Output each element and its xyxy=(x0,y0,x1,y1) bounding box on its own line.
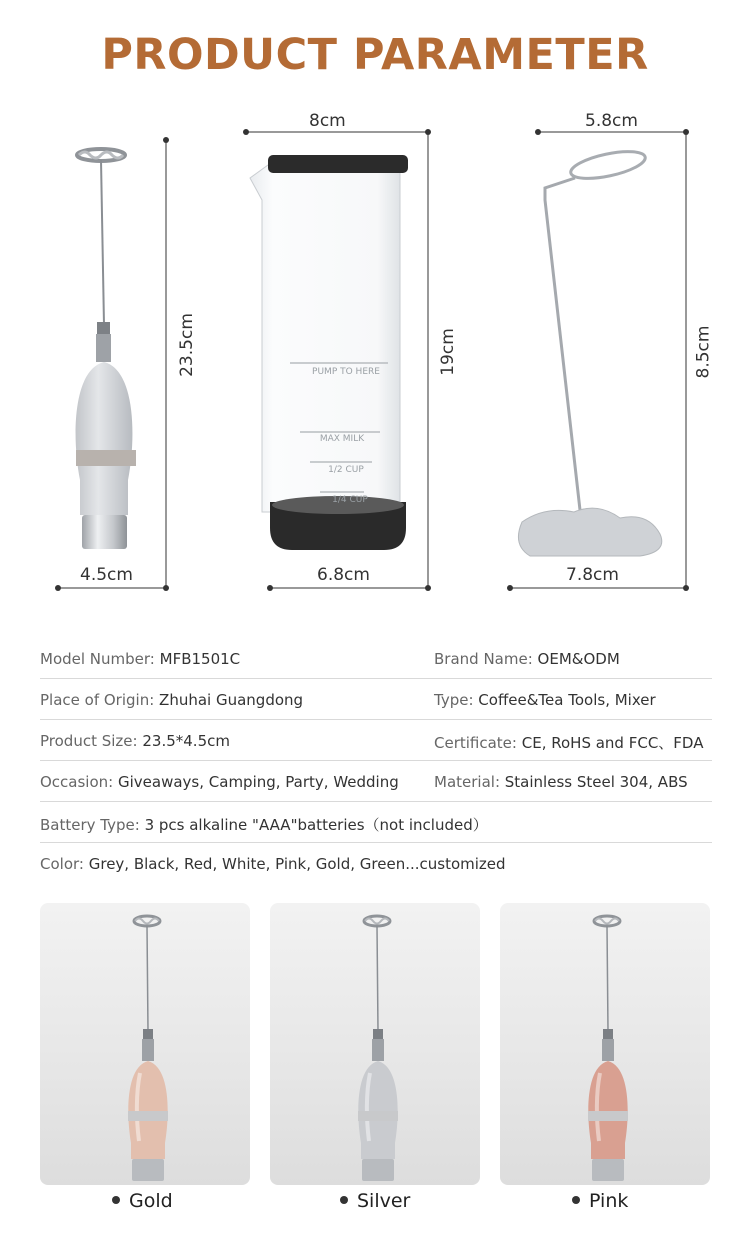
svg-text:1/2 CUP: 1/2 CUP xyxy=(328,465,364,475)
color-card-gold xyxy=(40,903,250,1185)
spec-brand-name: Brand Name: OEM&ODM xyxy=(434,650,620,668)
color-label-gold: Gold xyxy=(112,1190,173,1212)
spec-type: Type: Coffee&Tea Tools, Mixer xyxy=(434,691,656,709)
spec-row xyxy=(40,802,712,843)
spec-certificate: Certificate: CE, RoHS and FCC、FDA xyxy=(434,734,704,752)
color-card-pink xyxy=(500,903,710,1185)
spec-row xyxy=(40,761,712,802)
bullet-icon xyxy=(572,1196,580,1204)
stand-top-width-label: 5.8cm xyxy=(585,111,638,131)
stand-height-label: 8.5cm xyxy=(693,325,714,379)
jug-top-width-label: 8cm xyxy=(309,111,346,131)
svg-text:MAX MILK: MAX MILK xyxy=(319,434,365,444)
stand-illustration xyxy=(518,146,661,556)
spec-battery-type: Battery Type: 3 pcs alkaline "AAA"batteries（not included） xyxy=(40,816,488,834)
dimension-diagram xyxy=(0,0,750,610)
spec-occasion: Occasion: Giveaways, Camping, Party, Wedding xyxy=(40,773,399,791)
spec-place-of-origin: Place of Origin: Zhuhai Guangdong xyxy=(40,691,304,709)
spec-product-size: Product Size: 23.5*4.5cm xyxy=(40,732,230,750)
spec-color: Color: Grey, Black, Red, White, Pink, Gold, Green...customized xyxy=(40,855,506,873)
spec-model-number: Model Number: MFB1501C xyxy=(40,650,241,668)
page-title: PRODUCT PARAMETER xyxy=(101,30,649,80)
spec-table xyxy=(40,638,712,883)
color-label-pink: Pink xyxy=(572,1190,628,1212)
bullet-icon xyxy=(340,1196,348,1204)
spec-row xyxy=(40,843,712,883)
jug-height-label: 19cm xyxy=(437,328,458,376)
spec-row xyxy=(40,638,712,679)
color-label-silver: Silver xyxy=(340,1190,410,1212)
frother-silver-illustration xyxy=(270,903,480,1185)
frother-gold-illustration xyxy=(40,903,250,1185)
spec-material: Material: Stainless Steel 304, ABS xyxy=(434,773,688,791)
frother-width-label: 4.5cm xyxy=(80,565,133,585)
svg-text:1/4 CUP: 1/4 CUP xyxy=(332,495,368,505)
stand-base-width-label: 7.8cm xyxy=(566,565,619,585)
frother-height-label: 23.5cm xyxy=(176,313,197,377)
spec-row xyxy=(40,679,712,720)
spec-row xyxy=(40,720,712,761)
svg-text:PUMP TO HERE: PUMP TO HERE xyxy=(312,367,380,377)
jug-illustration xyxy=(250,155,408,550)
bullet-icon xyxy=(112,1196,120,1204)
frother-pink-illustration xyxy=(500,903,710,1185)
frother-illustration xyxy=(76,149,136,549)
jug-bottom-width-label: 6.8cm xyxy=(317,565,370,585)
color-card-silver xyxy=(270,903,480,1185)
